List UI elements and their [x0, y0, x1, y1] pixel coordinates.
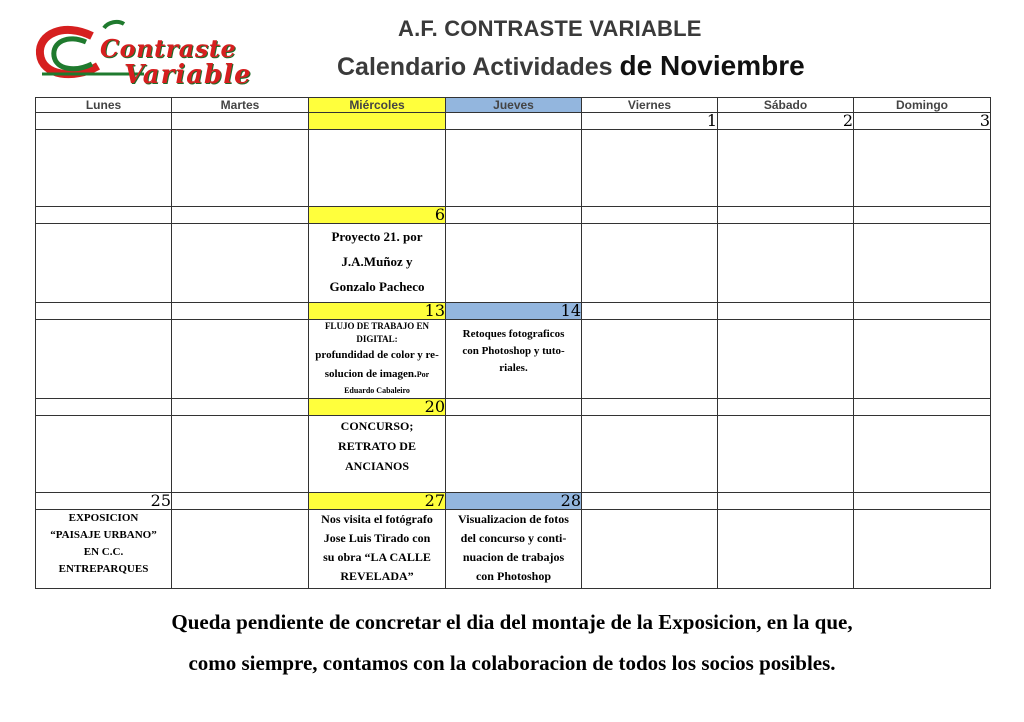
event-line: su obra “LA CALLE [323, 550, 431, 564]
day-number-2: 2 [718, 113, 854, 130]
day-number [446, 399, 582, 416]
day-cell [309, 130, 446, 207]
day-cell [854, 320, 991, 399]
day-cell [36, 224, 172, 303]
event-line: REVELADA” [340, 569, 414, 583]
event-line: Proyecto 21. por [331, 229, 423, 244]
weekday-saturday: Sábado [718, 98, 854, 113]
event-proyecto-21 [309, 224, 446, 303]
day-cell [718, 224, 854, 303]
event-line: EN C.C. [83, 546, 124, 558]
event-line: con Photoshop [475, 569, 552, 583]
weekday-sunday: Domingo [854, 98, 991, 113]
day-cell [36, 320, 172, 399]
event-visualizacion [446, 510, 582, 589]
day-cell [582, 320, 718, 399]
week1-body-row [36, 130, 991, 207]
event-line: Jose Luis Tirado con [323, 531, 431, 545]
day-cell [582, 416, 718, 493]
event-visita-fotografo [309, 510, 446, 589]
day-number-27: 27 [309, 493, 446, 510]
event-line: Retoques fotograficos [462, 328, 565, 340]
day-number [446, 113, 582, 130]
day-number [36, 399, 172, 416]
day-cell [582, 224, 718, 303]
day-number [854, 399, 991, 416]
weekday-wednesday: Miércoles [309, 98, 446, 113]
day-number [172, 303, 309, 320]
day-number [582, 493, 718, 510]
day-number-1: 1 [582, 113, 718, 130]
weekday-thursday: Jueves [446, 98, 582, 113]
event-line: RETRATO DE [338, 439, 416, 453]
event-line: Gonzalo Pacheco [329, 279, 425, 294]
day-number-14: 14 [446, 303, 582, 320]
week4-body-row [36, 416, 991, 493]
weekday-friday: Viernes [582, 98, 718, 113]
day-cell [172, 224, 309, 303]
month-label: de Noviembre [619, 50, 805, 81]
week1-number-row [36, 113, 991, 130]
event-concurso [309, 416, 446, 493]
event-line: FLUJO DE TRABAJO EN [324, 321, 430, 331]
event-line: con Photoshop y tuto- [462, 345, 565, 357]
day-number [36, 113, 172, 130]
day-number-28: 28 [446, 493, 582, 510]
day-number [36, 303, 172, 320]
page-title: A.F. CONTRASTE VARIABLE [398, 16, 702, 41]
day-number [446, 207, 582, 224]
event-line: profundidad de color y re- [315, 349, 439, 361]
day-cell [718, 320, 854, 399]
day-number [36, 207, 172, 224]
event-line: J.A.Muñoz y [341, 254, 413, 269]
event-line: nuacion de trabajos [462, 550, 565, 564]
week5-body-row [36, 510, 991, 589]
calendar-grid [35, 97, 991, 589]
day-cell [36, 130, 172, 207]
event-text: Por [416, 370, 430, 379]
day-number [854, 493, 991, 510]
event-line: ANCIANOS [344, 459, 409, 473]
day-number [854, 207, 991, 224]
event-retoques [446, 320, 582, 399]
day-cell [446, 224, 582, 303]
event-line: ENTREPARQUES [58, 563, 149, 575]
day-number [854, 303, 991, 320]
day-cell [718, 130, 854, 207]
day-cell [582, 130, 718, 207]
event-line: Nos visita el fotógrafo [321, 512, 433, 526]
day-number [718, 493, 854, 510]
day-cell [446, 130, 582, 207]
day-number [172, 399, 309, 416]
event-line: del concurso y conti- [460, 531, 567, 545]
event-line: “PAISAJE URBANO” [50, 529, 157, 541]
day-number [309, 113, 446, 130]
week3-number-row [36, 303, 991, 320]
event-line [309, 365, 445, 384]
day-cell [36, 416, 172, 493]
subtitle-text: Calendario Actividades [337, 53, 613, 81]
event-flujo-trabajo [309, 320, 446, 399]
week4-number-row [36, 399, 991, 416]
day-cell [854, 510, 991, 589]
day-number [172, 113, 309, 130]
day-number-6: 6 [309, 207, 446, 224]
week2-body-row [36, 224, 991, 303]
day-cell [854, 130, 991, 207]
day-cell [172, 416, 309, 493]
day-cell [854, 416, 991, 493]
weekday-tuesday: Martes [172, 98, 309, 113]
day-cell [718, 510, 854, 589]
day-number [172, 493, 309, 510]
day-number [718, 303, 854, 320]
day-number-3: 3 [854, 113, 991, 130]
day-number [582, 399, 718, 416]
week5-number-row [36, 493, 991, 510]
week2-number-row [36, 207, 991, 224]
day-cell [718, 416, 854, 493]
day-cell [172, 510, 309, 589]
event-line: CONCURSO; [340, 419, 414, 433]
day-cell [172, 320, 309, 399]
day-number-20: 20 [309, 399, 446, 416]
day-number [718, 399, 854, 416]
week3-body-row [36, 320, 991, 399]
event-exposicion [36, 510, 172, 589]
day-number [718, 207, 854, 224]
event-line: riales. [499, 362, 528, 374]
event-line: Visualizacion de fotos [458, 512, 569, 526]
event-line: EXPOSICION [68, 512, 139, 524]
day-number-25: 25 [36, 493, 172, 510]
day-number-13: 13 [309, 303, 446, 320]
logo-text-line2: Variable [124, 60, 252, 90]
day-cell [446, 416, 582, 493]
club-logo [34, 14, 270, 94]
weekday-monday: Lunes [36, 98, 172, 113]
footer-note-line1: Queda pendiente de concretar el dia del montaje de la Exposicion, en la que, [171, 610, 853, 634]
event-text: solucion de imagen. [324, 368, 417, 380]
logo-text-line1: Contraste [100, 34, 237, 63]
event-line: DIGITAL: [356, 334, 398, 344]
event-line: Eduardo Cabaleiro [344, 386, 410, 395]
day-cell [582, 510, 718, 589]
day-number [172, 207, 309, 224]
day-cell [172, 130, 309, 207]
day-cell [854, 224, 991, 303]
day-number [582, 207, 718, 224]
day-number [582, 303, 718, 320]
page-subtitle [337, 50, 805, 82]
footer-note-line2: como siempre, contamos con la colaboracion de todos los socios posibles. [188, 651, 836, 675]
